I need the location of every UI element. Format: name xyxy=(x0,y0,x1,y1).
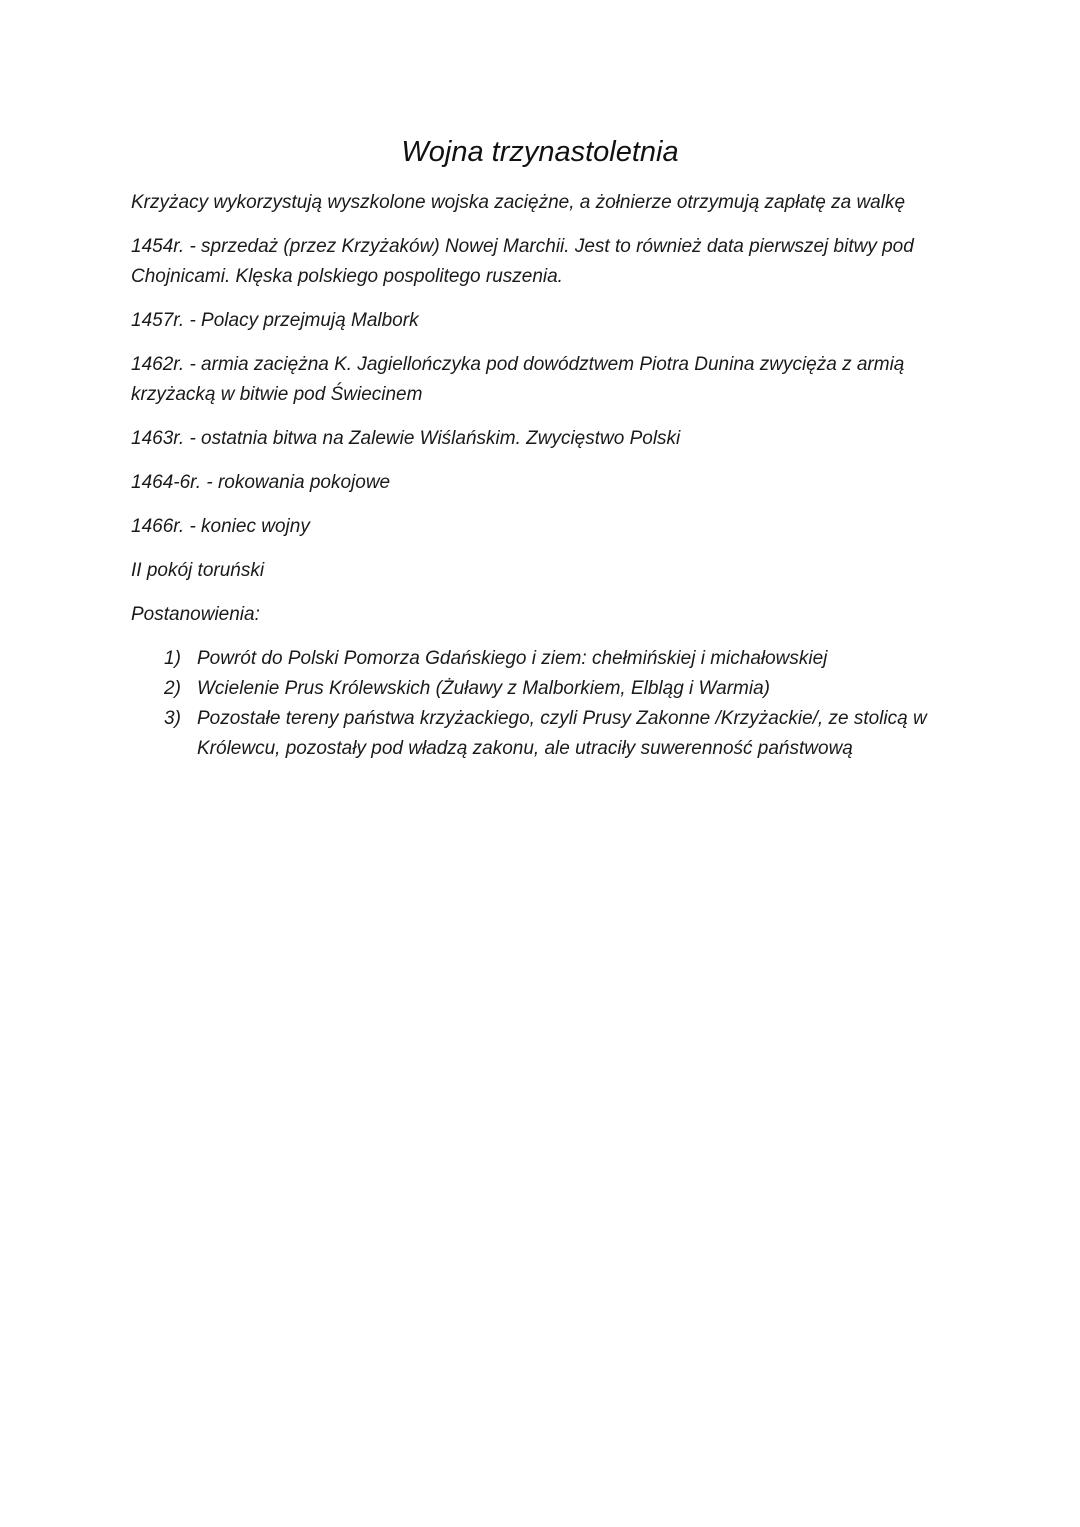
list-item xyxy=(131,644,946,674)
paragraph-1463: 1463r. - ostatnia bitwa na Zalewie Wiślańskim. Zwycięstwo Polski xyxy=(131,428,681,449)
decisions-list xyxy=(131,644,946,764)
paragraph-decisions-heading: Postanowienia: xyxy=(131,604,260,625)
paragraph-1454: 1454r. - sprzedaż (przez Krzyżaków) Nowej Marchii. Jest to również data pierwszej bitwy pod Chojnicami. Klęska polskiego pospolitego ruszenia. xyxy=(131,236,914,287)
paragraph-1462: 1462r. - armia zaciężna K. Jagiellończyka pod dowództwem Piotra Dunina zwycięża z armią krzyżacką w bitwie pod Świecinem xyxy=(131,354,905,405)
paragraph-1464: 1464-6r. - rokowania pokojowe xyxy=(131,472,391,493)
list-item-number: 2) xyxy=(164,678,181,699)
paragraph-peace-treaty: II pokój toruński xyxy=(131,560,265,581)
list-item-text: Powrót do Polski Pomorza Gdańskiego i ziem: chełmińskiej i michałowskiej xyxy=(197,648,828,669)
list-item xyxy=(131,704,946,764)
list-item-text: Pozostałe tereny państwa krzyżackiego, czyli Prusy Zakonne /Krzyżackie/, ze stolicą w Królewcu, pozostały pod władzą zakonu, ale utraciły suwerenność państwową xyxy=(197,708,927,759)
paragraph-intro: Krzyżacy wykorzystują wyszkolone wojska zaciężne, a żołnierze otrzymują zapłatę za walkę xyxy=(131,192,906,213)
paragraph-1466: 1466r. - koniec wojny xyxy=(131,516,310,537)
document-body xyxy=(131,188,946,764)
list-item xyxy=(131,674,946,704)
document-title: Wojna trzynastoletnia xyxy=(401,136,679,168)
paragraph-1457: 1457r. - Polacy przejmują Malbork xyxy=(131,310,419,331)
list-item-text: Wcielenie Prus Królewskich (Żuławy z Malborkiem, Elbląg i Warmia) xyxy=(197,678,770,699)
list-item-number: 3) xyxy=(164,708,181,729)
list-item-number: 1) xyxy=(164,648,181,669)
